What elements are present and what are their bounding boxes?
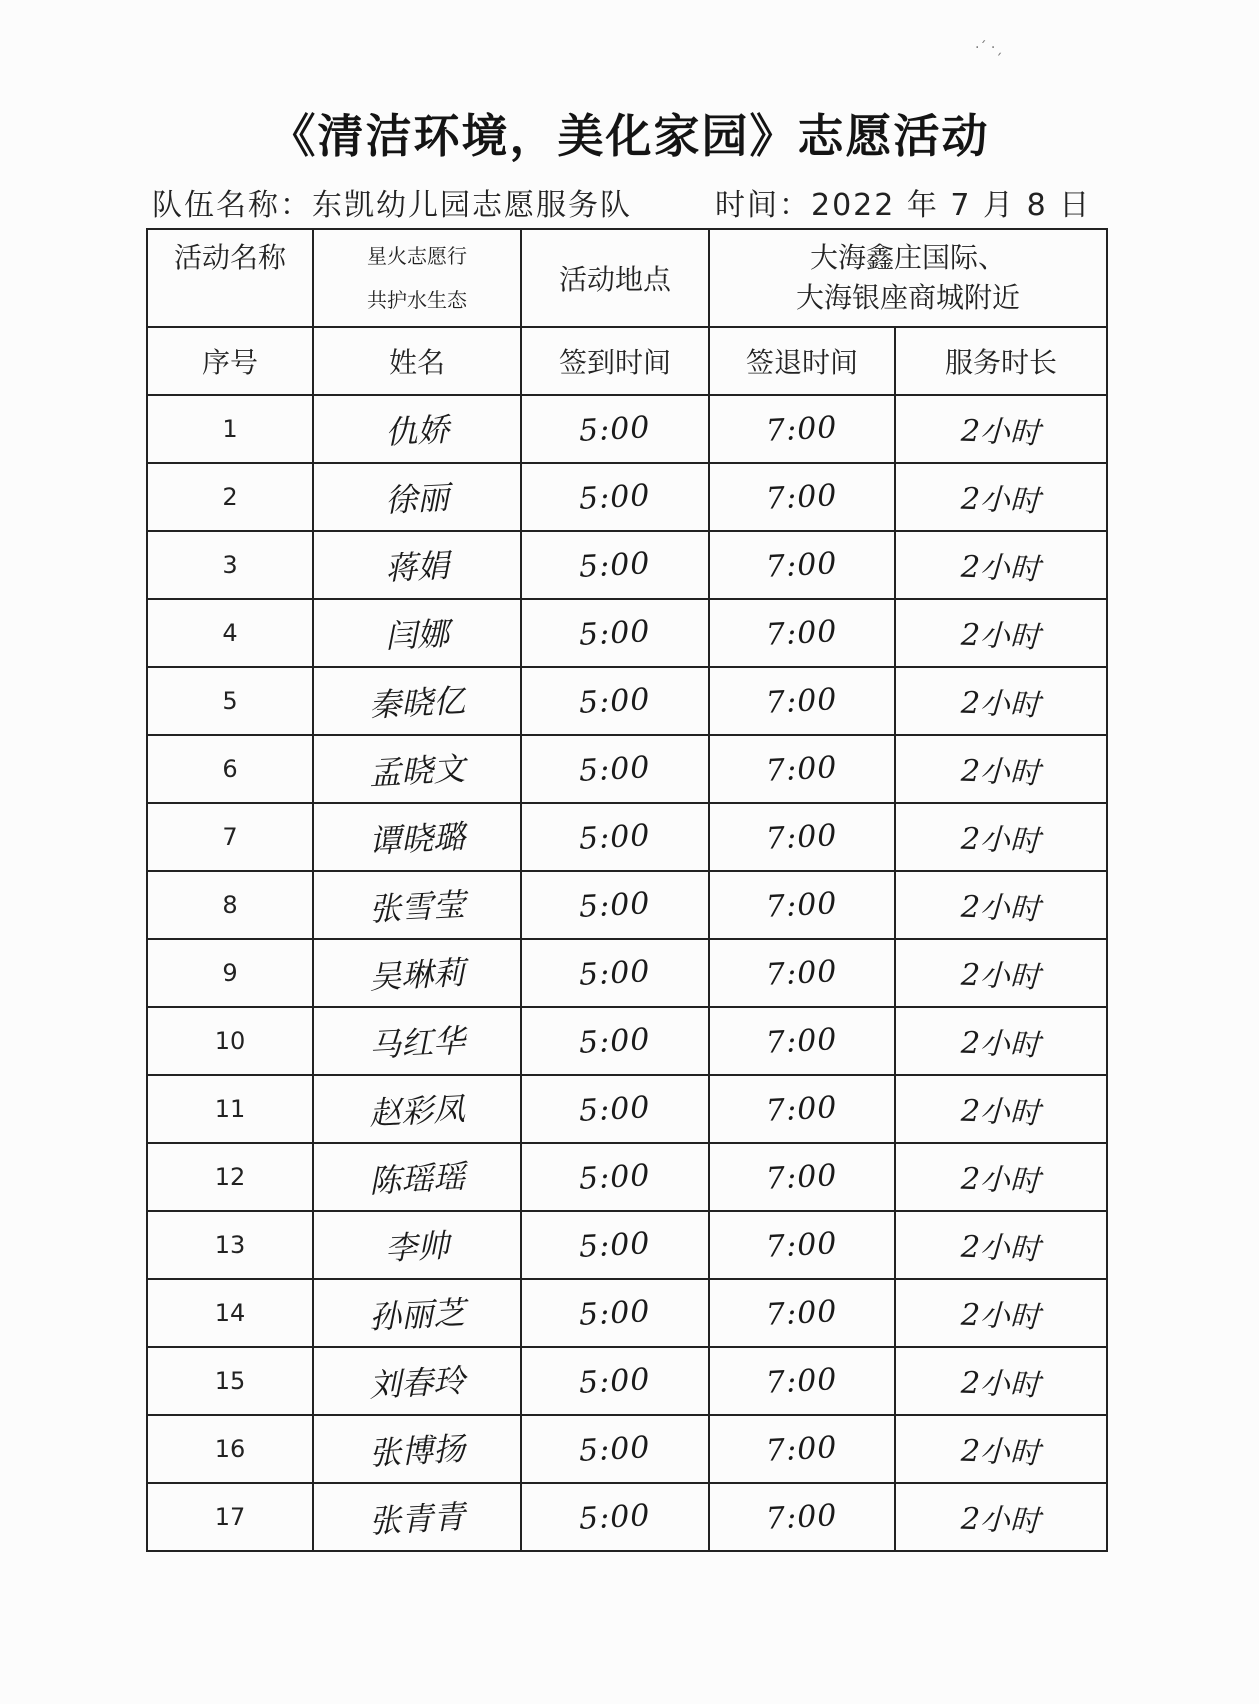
checkout-time: 7:00 <box>765 1225 839 1265</box>
stray-mark: ·ˊ ·ˏ <box>975 40 1003 56</box>
activity-name-line1: 星火志愿行 <box>367 244 467 268</box>
checkin-time: 5:00 <box>578 1361 652 1401</box>
service-duration: 2小时 <box>960 753 1042 792</box>
service-duration: 2小时 <box>960 1297 1042 1336</box>
volunteer-name: 徐丽 <box>384 478 451 520</box>
row-number: 11 <box>214 1095 246 1123</box>
service-duration: 2小时 <box>960 1161 1042 1200</box>
checkout-time-cell <box>709 531 895 599</box>
volunteer-name-cell <box>313 667 521 735</box>
table-row <box>147 1007 1107 1075</box>
table-row <box>147 871 1107 939</box>
row-number-cell <box>147 1143 313 1211</box>
checkin-time-cell <box>521 1075 709 1143</box>
service-duration-cell <box>895 599 1107 667</box>
table-row <box>147 1415 1107 1483</box>
checkout-time: 7:00 <box>765 885 839 925</box>
page-title: 《清洁环境，美化家园》志愿活动 <box>269 109 990 163</box>
checkin-time-cell <box>521 1143 709 1211</box>
activity-info-row <box>147 229 1107 327</box>
volunteer-name-cell <box>313 1483 521 1551</box>
row-number: 12 <box>214 1163 246 1191</box>
checkin-time-cell <box>521 803 709 871</box>
row-number-cell <box>147 667 313 735</box>
service-duration: 2小时 <box>960 1365 1042 1404</box>
checkin-time: 5:00 <box>578 1157 652 1197</box>
row-number: 1 <box>222 415 238 443</box>
checkout-time: 7:00 <box>765 477 839 517</box>
volunteer-name: 闫娜 <box>384 614 451 656</box>
checkin-time-cell <box>521 667 709 735</box>
checkout-time: 7:00 <box>765 1089 839 1129</box>
checkout-time: 7:00 <box>765 817 839 857</box>
service-duration-cell <box>895 395 1107 463</box>
checkout-time-cell <box>709 1347 895 1415</box>
volunteer-name: 秦晓亿 <box>368 681 467 725</box>
checkout-time-cell <box>709 735 895 803</box>
row-number-cell <box>147 1347 313 1415</box>
checkin-time-cell <box>521 871 709 939</box>
checkout-time: 7:00 <box>765 1429 839 1469</box>
service-duration: 2小时 <box>960 1025 1042 1064</box>
row-number: 16 <box>214 1435 246 1463</box>
column-header-name-label: 姓名 <box>388 346 445 379</box>
location-line2: 大海银座商城附近 <box>796 281 1021 314</box>
volunteer-name: 张青青 <box>368 1497 467 1541</box>
volunteer-name-cell <box>313 463 521 531</box>
checkout-time-cell <box>709 1143 895 1211</box>
volunteer-name-cell <box>313 599 521 667</box>
row-number-cell <box>147 1279 313 1347</box>
checkin-time: 5:00 <box>578 409 652 449</box>
column-header-checkin-label: 签到时间 <box>558 346 671 379</box>
table-row <box>147 735 1107 803</box>
row-number-cell <box>147 735 313 803</box>
table-row <box>147 463 1107 531</box>
location-cell <box>709 229 1107 327</box>
row-number: 15 <box>214 1367 246 1395</box>
checkin-time: 5:00 <box>578 681 652 721</box>
activity-name-label: 活动名称 <box>173 241 286 274</box>
volunteer-name: 李帅 <box>384 1226 451 1268</box>
checkin-time: 5:00 <box>578 1021 652 1061</box>
volunteer-name: 赵彩凤 <box>368 1089 467 1133</box>
checkin-time: 5:00 <box>578 885 652 925</box>
table-row <box>147 1075 1107 1143</box>
checkout-time-cell <box>709 1279 895 1347</box>
checkout-time-cell <box>709 803 895 871</box>
checkin-time-cell <box>521 1007 709 1075</box>
volunteer-name: 马红华 <box>368 1021 467 1065</box>
checkout-time: 7:00 <box>765 613 839 653</box>
activity-name-cell <box>313 229 521 327</box>
checkin-time: 5:00 <box>578 477 652 517</box>
checkin-time-cell <box>521 1483 709 1551</box>
service-duration: 2小时 <box>960 1093 1042 1132</box>
location-label-cell <box>521 229 709 327</box>
table-row <box>147 939 1107 1007</box>
service-duration: 2小时 <box>960 1229 1042 1268</box>
column-header-checkin <box>521 327 709 395</box>
service-duration-cell <box>895 667 1107 735</box>
column-header-row <box>147 327 1107 395</box>
volunteer-name-cell <box>313 1415 521 1483</box>
row-number: 9 <box>222 959 238 987</box>
checkout-time: 7:00 <box>765 1021 839 1061</box>
column-header-checkout-label: 签退时间 <box>745 346 858 379</box>
service-duration-cell <box>895 1279 1107 1347</box>
checkout-time: 7:00 <box>765 409 839 449</box>
column-header-no <box>147 327 313 395</box>
row-number: 10 <box>214 1027 246 1055</box>
volunteer-name: 孙丽芝 <box>368 1293 467 1337</box>
checkin-time-cell <box>521 599 709 667</box>
row-number-cell <box>147 531 313 599</box>
checkout-time: 7:00 <box>765 1361 839 1401</box>
checkout-time: 7:00 <box>765 681 839 721</box>
row-number-cell <box>147 463 313 531</box>
row-number: 14 <box>214 1299 246 1327</box>
volunteer-name: 张博扬 <box>368 1429 467 1473</box>
row-number-cell <box>147 1007 313 1075</box>
checkin-time-cell <box>521 531 709 599</box>
checkout-time: 7:00 <box>765 953 839 993</box>
volunteer-name: 蒋娟 <box>384 546 451 588</box>
service-duration: 2小时 <box>960 617 1042 656</box>
volunteer-name: 仇娇 <box>384 410 451 452</box>
row-number-cell <box>147 599 313 667</box>
table-row <box>147 1483 1107 1551</box>
checkout-time-cell <box>709 395 895 463</box>
service-duration-cell <box>895 871 1107 939</box>
checkin-time: 5:00 <box>578 1497 652 1537</box>
checkin-time-cell <box>521 463 709 531</box>
volunteer-name-cell <box>313 1143 521 1211</box>
table-row <box>147 1279 1107 1347</box>
volunteer-name: 孟晓文 <box>368 749 467 793</box>
column-header-no-label: 序号 <box>201 346 258 379</box>
row-number: 6 <box>222 755 238 783</box>
service-duration-cell <box>895 939 1107 1007</box>
row-number: 8 <box>222 891 238 919</box>
checkin-time: 5:00 <box>578 545 652 585</box>
checkout-time: 7:00 <box>765 545 839 585</box>
volunteer-name: 张雪莹 <box>368 885 467 929</box>
column-header-duration-label: 服务时长 <box>945 346 1058 379</box>
column-header-checkout <box>709 327 895 395</box>
service-duration-cell <box>895 1143 1107 1211</box>
location-line1: 大海鑫庄国际、 <box>810 241 1007 274</box>
checkin-time: 5:00 <box>578 749 652 789</box>
row-number-cell <box>147 1075 313 1143</box>
service-duration: 2小时 <box>960 821 1042 860</box>
volunteer-name: 陈瑶瑶 <box>368 1157 467 1201</box>
volunteer-name: 谭晓璐 <box>368 817 467 861</box>
checkin-time: 5:00 <box>578 1089 652 1129</box>
service-duration-cell <box>895 531 1107 599</box>
service-duration: 2小时 <box>960 1501 1042 1540</box>
checkin-time: 5:00 <box>578 613 652 653</box>
service-duration-cell <box>895 1483 1107 1551</box>
location-label: 活动地点 <box>558 263 671 296</box>
checkin-time-cell <box>521 395 709 463</box>
checkin-time: 5:00 <box>578 1225 652 1265</box>
volunteer-name-cell <box>313 1211 521 1279</box>
activity-name-line2: 共护水生态 <box>367 288 467 312</box>
checkin-time-cell <box>521 735 709 803</box>
row-number: 3 <box>222 551 238 579</box>
checkout-time-cell <box>709 939 895 1007</box>
checkout-time-cell <box>709 1415 895 1483</box>
row-number-cell <box>147 395 313 463</box>
row-number-cell <box>147 803 313 871</box>
checkin-time-cell <box>521 1211 709 1279</box>
checkout-time-cell <box>709 599 895 667</box>
volunteer-name-cell <box>313 1075 521 1143</box>
volunteer-name-cell <box>313 803 521 871</box>
volunteer-name: 刘春玲 <box>368 1361 467 1405</box>
volunteer-name-cell <box>313 531 521 599</box>
checkout-time-cell <box>709 667 895 735</box>
table-row <box>147 667 1107 735</box>
checkout-time-cell <box>709 871 895 939</box>
service-duration-cell <box>895 1211 1107 1279</box>
row-number-cell <box>147 871 313 939</box>
checkout-time: 7:00 <box>765 1157 839 1197</box>
service-duration: 2小时 <box>960 1433 1042 1472</box>
checkin-time: 5:00 <box>578 1293 652 1333</box>
column-header-duration <box>895 327 1107 395</box>
checkin-time-cell <box>521 1415 709 1483</box>
service-duration: 2小时 <box>960 549 1042 588</box>
table-row <box>147 1143 1107 1211</box>
checkin-time-cell <box>521 939 709 1007</box>
attendance-table <box>146 228 1108 1552</box>
row-number: 4 <box>222 619 238 647</box>
checkout-time-cell <box>709 1075 895 1143</box>
volunteer-name-cell <box>313 1347 521 1415</box>
checkout-time-cell <box>709 463 895 531</box>
service-duration: 2小时 <box>960 957 1042 996</box>
column-header-name <box>313 327 521 395</box>
row-number: 2 <box>222 483 238 511</box>
volunteer-name: 吴琳莉 <box>368 953 467 997</box>
row-number: 17 <box>214 1503 246 1531</box>
service-duration-cell <box>895 803 1107 871</box>
checkout-time: 7:00 <box>765 1497 839 1537</box>
checkout-time: 7:00 <box>765 749 839 789</box>
row-number-cell <box>147 1415 313 1483</box>
volunteer-name-cell <box>313 939 521 1007</box>
table-row <box>147 803 1107 871</box>
service-duration: 2小时 <box>960 889 1042 928</box>
row-number-cell <box>147 1483 313 1551</box>
service-duration-cell <box>895 463 1107 531</box>
checkout-time-cell <box>709 1007 895 1075</box>
service-duration-cell <box>895 735 1107 803</box>
service-duration: 2小时 <box>960 481 1042 520</box>
checkin-time: 5:00 <box>578 953 652 993</box>
table-row <box>147 395 1107 463</box>
service-duration-cell <box>895 1007 1107 1075</box>
checkin-time: 5:00 <box>578 1429 652 1469</box>
volunteer-name-cell <box>313 871 521 939</box>
checkout-time-cell <box>709 1483 895 1551</box>
activity-date: 时间：2022 年 7 月 8 日 <box>715 188 1092 223</box>
row-number: 13 <box>214 1231 246 1259</box>
service-duration-cell <box>895 1075 1107 1143</box>
table-row <box>147 1347 1107 1415</box>
team-name: 队伍名称：东凯幼儿园志愿服务队 <box>152 188 632 223</box>
checkin-time-cell <box>521 1347 709 1415</box>
volunteer-name-cell <box>313 735 521 803</box>
checkin-time: 5:00 <box>578 817 652 857</box>
volunteer-name-cell <box>313 1007 521 1075</box>
service-duration-cell <box>895 1415 1107 1483</box>
activity-name-label-cell <box>147 229 313 327</box>
service-duration: 2小时 <box>960 413 1042 452</box>
checkout-time-cell <box>709 1211 895 1279</box>
row-number-cell <box>147 939 313 1007</box>
row-number-cell <box>147 1211 313 1279</box>
volunteer-name-cell <box>313 1279 521 1347</box>
row-number: 7 <box>222 823 238 851</box>
table-row <box>147 599 1107 667</box>
volunteer-name-cell <box>313 395 521 463</box>
table-row <box>147 531 1107 599</box>
checkin-time-cell <box>521 1279 709 1347</box>
table-row <box>147 1211 1107 1279</box>
service-duration-cell <box>895 1347 1107 1415</box>
checkout-time: 7:00 <box>765 1293 839 1333</box>
service-duration: 2小时 <box>960 685 1042 724</box>
row-number: 5 <box>222 687 238 715</box>
